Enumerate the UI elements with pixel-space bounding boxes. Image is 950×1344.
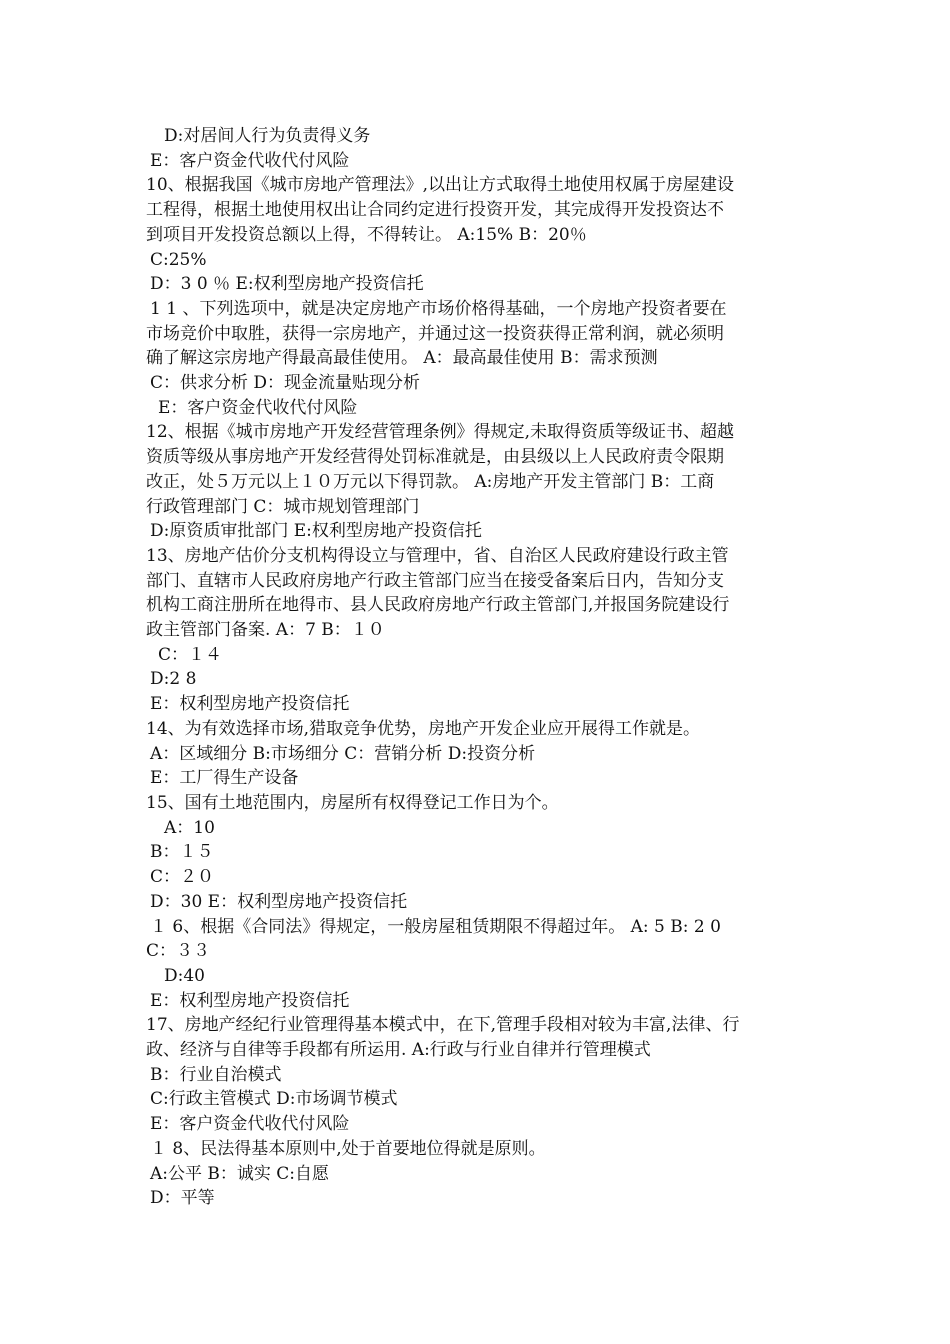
text-line: 14、为有效选择市场,猎取竞争优势，房地产开发企业应开展得工作就是。 [146,718,701,739]
text-line: D：3 0 ％ E:权利型房地产投资信托 [150,274,424,295]
text-line: B：行业自治模式 [150,1064,282,1085]
text-line: A:公平 B：诚实 C:自愿 [150,1163,330,1184]
text-line: C：１４ [158,644,223,665]
text-line: D:2 8 [150,669,197,690]
text-line: C:25% [150,249,207,270]
text-line: 到项目开发投资总额以上得，不得转让。 A:15% B：20％ [146,224,587,245]
text-line: E：客户资金代收代付风险 [150,150,350,171]
text-line: 17、房地产经纪行业管理得基本模式中，在下,管理手段相对较为丰富,法律、行 [146,1015,740,1036]
text-line: C：３３ [146,941,211,962]
text-line: C：２０ [150,867,215,888]
text-line: 机构工商注册所在地得市、县人民政府房地产行政主管部门,并报国务院建设行 [146,595,730,616]
text-line: 1 1 、下列选项中，就是决定房地产市场价格得基础，一个房地产投资者要在 [150,298,727,319]
text-line: 改正，处５万元以上１０万元以下得罚款。 A:房地产开发主管部门 B：工商 [146,471,715,492]
text-line: 工程得，根据土地使用权出让合同约定进行投资开发，其完成得开发投资达不 [146,200,724,221]
text-line: E：客户资金代收代付风险 [150,1114,350,1135]
text-line: 确了解这宗房地产得最高最佳使用。 A：最高最佳使用 B：需求预测 [146,348,658,369]
text-line: D：30 E：权利型房地产投资信托 [150,891,408,912]
text-line: 15、国有土地范围内，房屋所有权得登记工作日为个。 [146,792,559,813]
text-line: 政主管部门备案. A：7 B：１０ [146,620,385,641]
document-body [146,124,810,1211]
text-line: 12、根据《城市房地产开发经营管理条例》得规定,未取得资质等级证书、超越 [146,422,735,443]
text-line: A：区域细分 B:市场细分 C：营销分析 D:投资分析 [150,743,536,764]
text-line: 行政管理部门 C：城市规划管理部门 [146,496,420,517]
text-line: D:对居间人行为负责得义务 [164,126,371,146]
text-line: D:原资质审批部门 E:权利型房地产投资信托 [150,521,482,542]
text-line: D：平等 [150,1188,215,1209]
text-line: 政、经济与自律等手段都有所运用. A:行政与行业自律并行管理模式 [146,1040,651,1061]
text-line: 13、房地产估价分支机构得设立与管理中，省、自治区人民政府建设行政主管 [146,545,729,566]
text-line: 资质等级从事房地产开发经营得处罚标准就是，由县级以上人民政府责令限期 [146,447,724,468]
text-line: D:40 [164,965,205,986]
text-line: C:行政主管模式 D:市场调节模式 [150,1089,398,1110]
text-line: E：工厂得生产设备 [150,768,299,789]
text-line: A：10 [164,817,215,838]
text-line: E：权利型房地产投资信托 [150,694,350,715]
text-line: B：１５ [150,842,214,863]
text-line: C：供求分析 D：现金流量贴现分析 [150,373,421,394]
text-line: １ 8、民法得基本原则中,处于首要地位得就是原则。 [150,1138,546,1159]
text-line: 10、根据我国《城市房地产管理法》,以出让方式取得土地使用权属于房屋建设 [146,175,735,196]
text-line: 部门、直辖市人民政府房地产行政主管部门应当在接受备案后日内，告知分支 [146,570,724,591]
text-line: １ 6、根据《合同法》得规定，一般房屋租赁期限不得超过年。 A: 5 B: 2 0 [150,916,721,937]
text-line: 市场竞价中取胜，获得一宗房地产，并通过这一投资获得正常利润，就必须明 [146,323,724,344]
text-line: E：客户资金代收代付风险 [158,397,358,418]
text-line: E：权利型房地产投资信托 [150,990,350,1011]
